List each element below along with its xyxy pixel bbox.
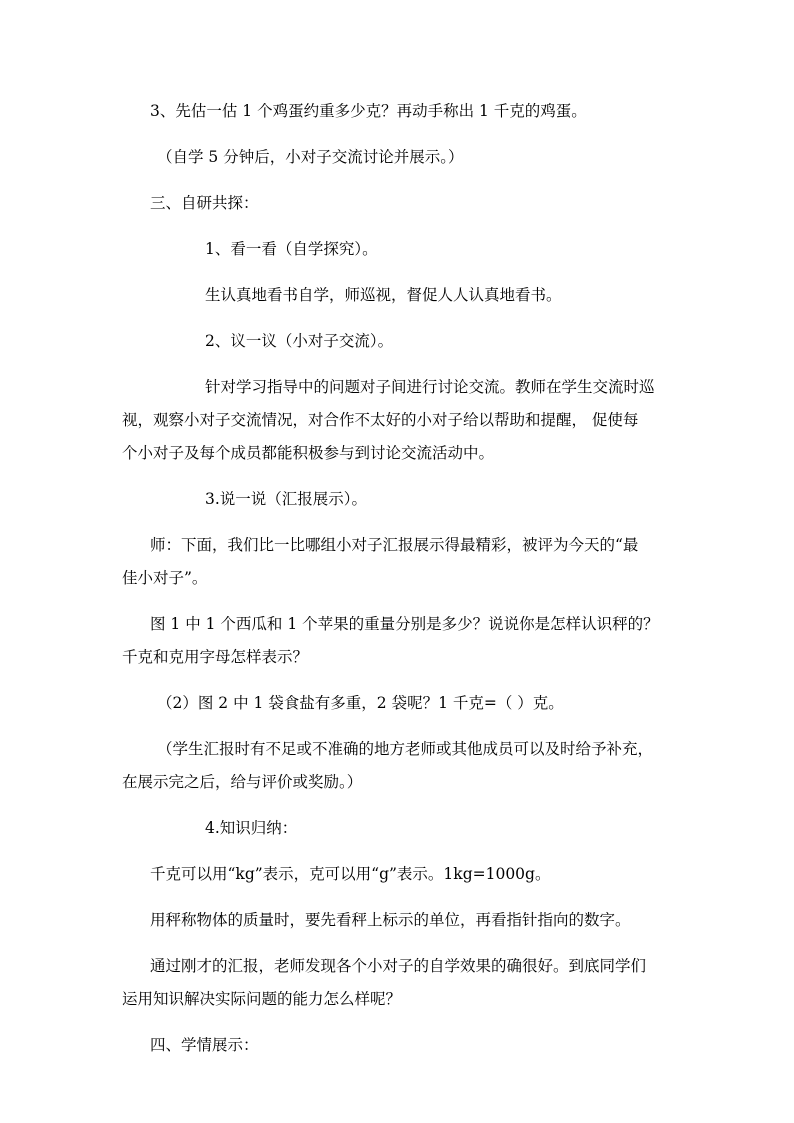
section-4-heading: 四、学情展示： bbox=[150, 1036, 259, 1054]
teacher-remark-line-2: 佳小对子”。 bbox=[122, 569, 208, 587]
task-3-estimate-egg: 3、先估一估 1 个鸡蛋约重多少克？再动手称出 1 千克的鸡蛋。 bbox=[150, 102, 587, 120]
step-2-paragraph-line-2: 视，观察小对子交流情况，对合作不太好的小对子给以帮助和提醒， 促使每 bbox=[122, 411, 639, 429]
step-4-summary: 4.知识归纳： bbox=[205, 819, 298, 837]
step-3-report: 3.说一说（汇报展示）。 bbox=[205, 490, 368, 508]
question-2: （2）图 2 中 1 袋食盐有多重，2 袋呢？1 千克=（ ）克。 bbox=[157, 694, 564, 712]
self-study-note: （自学 5 分钟后，小对子交流讨论并展示。） bbox=[157, 148, 464, 166]
question-1-line-1: 图 1 中 1 个西瓜和 1 个苹果的重量分别是多少？说说你是怎样认识秤的？ bbox=[150, 615, 659, 633]
transition-line-2: 运用知识解决实际问题的能力怎么样呢？ bbox=[122, 990, 402, 1008]
step-2-paragraph-line-1: 针对学习指导中的问题对子间进行讨论交流。教师在学生交流时巡 bbox=[205, 378, 655, 396]
supplement-note-line-1: （学生汇报时有不足或不准确的地方老师或其他成员可以及时给予补充， bbox=[157, 740, 654, 758]
step-1-look: 1、看一看（自学探究）。 bbox=[205, 240, 378, 258]
unit-symbols: 千克可以用“kg”表示，克可以用“g”表示。1kg=1000g。 bbox=[150, 865, 551, 883]
transition-line-1: 通过刚才的汇报，老师发现各个小对子的自学效果的确很好。到底同学们 bbox=[150, 957, 647, 975]
section-3-heading: 三、自研共探： bbox=[150, 194, 259, 212]
step-2-paragraph-line-3: 个小对子及每个成员都能积极参与到讨论交流活动中。 bbox=[122, 444, 495, 462]
teacher-remark-line-1: 师：下面，我们比一比哪组小对子汇报展示得最精彩，被评为今天的“最 bbox=[150, 536, 639, 554]
question-1-line-2: 千克和克用字母怎样表示？ bbox=[122, 648, 309, 666]
scale-reading-tip: 用秤称物体的质量时，要先看秤上标示的单位，再看指针指向的数字。 bbox=[150, 911, 631, 929]
step-2-discuss: 2、议一议（小对子交流）。 bbox=[205, 332, 394, 350]
step-1-description: 生认真地看书自学，师巡视，督促人人认真地看书。 bbox=[205, 286, 562, 304]
supplement-note-line-2: 在展示完之后，给与评价或奖励。） bbox=[122, 773, 363, 791]
